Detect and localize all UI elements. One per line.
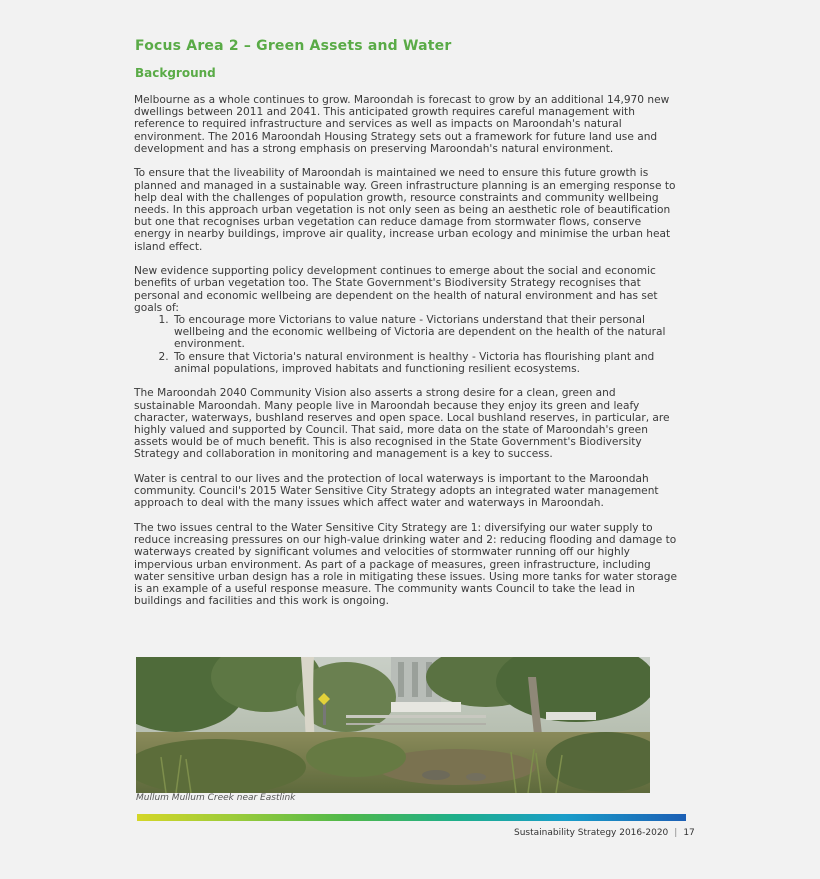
paragraph: New evidence supporting policy development continues to emerge about the social and economic benefits of urban vegetation too. The State Government's Biodiversity Strategy recognises that personal and economic wellbeing are dependent on the health of natural environment and has set goals of: [134,265,658,314]
paragraph: Water is central to our lives and the protection of local waterways is important to the Maroondah community. Council's 2015 Water Sensitive City Strategy adopts an integrated water management approach to deal with the many issues which affect water and waterways in Maroondah. [134,473,659,510]
paragraph: Melbourne as a whole continues to grow. Maroondah is forecast to grow by an additional 14,970 new dwellings between 2011 and 2041. This anticipated growth requires careful management with reference to required infrastructure and services as well as impacts on Maroondah's natural environment. The 2016 Maroondah Housing Strategy sets out a framework for future land use and development and has a strong emphasis on preserving Maroondah's natural environment. [134,94,670,155]
page-footer [514,828,695,838]
photo-caption: Mullum Mullum Creek near Eastlink [136,793,296,803]
paragraph: The Maroondah 2040 Community Vision also asserts a strong desire for a clean, green and sustainable Maroondah. Many people live in Maroondah because they enjoy its green and leafy character, waterways, bushland reserves and open space. Local bushland reserves, in particular, are highly valued and supported by Council. That said, more data on the state of Maroondah's green assets would be of much benefit. This is also recognised in the State Government's Biodiversity Strategy and collaboration in monitoring and management is a key to success. [134,387,670,461]
section-heading: Focus Area 2 – Green Assets and Water [135,38,452,54]
footer-title: Sustainability Strategy 2016-2020 [514,828,669,838]
body-text [134,94,679,620]
list-item: 2. To ensure that Victoria's natural environment is healthy - Victoria has flourishing plant and animal populations, improved habitats and functioning resilient ecosystems. [172,351,679,375]
list-item: 1. To encourage more Victorians to value nature - Victorians understand that their personal wellbeing and the economic wellbeing of Victoria are dependent on the health of the natural environment. [172,314,679,351]
paragraph: To ensure that the liveability of Maroondah is maintained we need to ensure this future growth is planned and managed in a sustainable way. Green infrastructure planning is an emerging response to help deal with the challenges of population growth, resource constraints and community wellbeing needs. In this approach urban vegetation is not only seen as being an aesthetic role of beautification but one that recognises urban vegetation can reduce damage from stormwater flows, conserve energy in nearby buildings, improve air quality, increase urban ecology and minimise the urban heat island effect. [134,167,676,253]
footer-separator: | [674,828,678,838]
color-gradient-bar [137,814,686,821]
subsection-heading: Background [135,66,216,80]
paragraph: The two issues central to the Water Sensitive City Strategy are 1: diversifying our water supply to reduce increasing pressures on our high-value drinking water and 2: reducing flooding and damage to waterways created by significant volumes and velocities of stormwater running off our highly impervious urban environment. As part of a package of measures, green infrastructure, including water sensitive urban design has a role in mitigating these issues. Using more tanks for water storage is an example of a useful response measure. The community wants Council to take the lead in buildings and facilities and this work is ongoing. [134,522,677,608]
creek-photo [136,657,650,793]
page-number: 17 [683,828,695,838]
goals-list [134,314,679,375]
